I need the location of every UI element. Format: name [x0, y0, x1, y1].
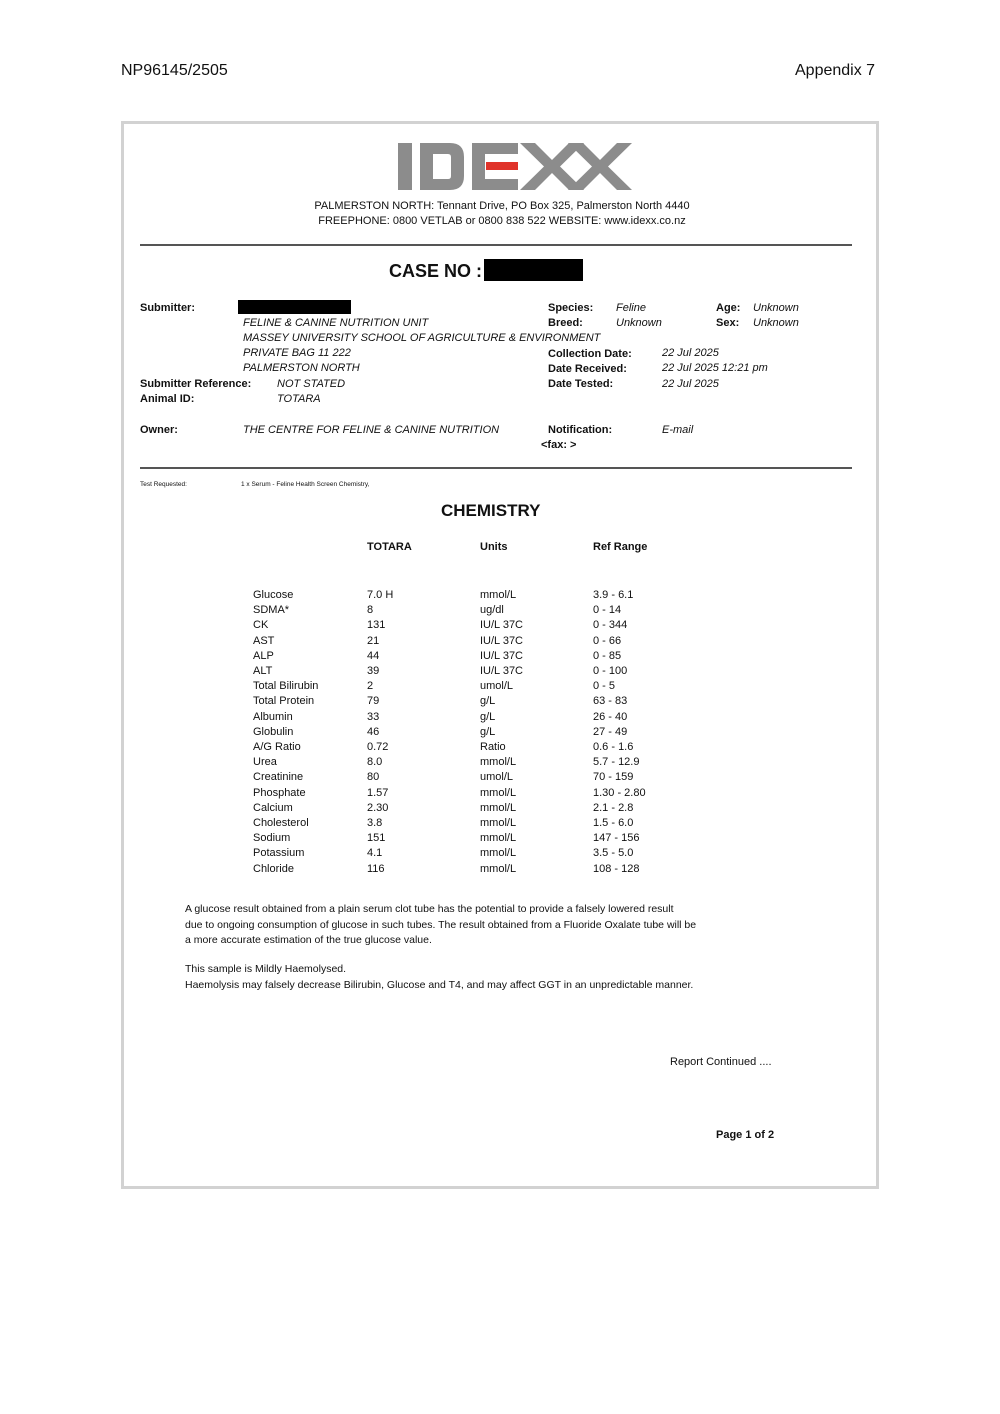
- unit-value: mmol/L: [480, 847, 517, 860]
- ref-range-value: 3.9 - 6.1: [593, 589, 634, 601]
- analyte-name: Potassium: [253, 847, 305, 860]
- idexx-logo-graphic: [398, 143, 632, 190]
- submitter-label: Submitter:: [140, 302, 195, 314]
- note-line: This sample is Mildly Haemolysed.: [185, 963, 347, 975]
- note-line: Haemolysis may falsely decrease Bilirubin, Glucose and T4, and may affect GGT in an unpredictable manner.: [185, 978, 694, 991]
- date-tested-value: 22 Jul 2025: [662, 378, 719, 390]
- result-value: 3.8: [367, 817, 383, 830]
- analyte-name: Calcium: [253, 801, 293, 814]
- analyte-name: Albumin: [253, 710, 293, 723]
- ref-range-value: 0 - 344: [593, 619, 628, 632]
- case-number-label: CASE NO :: [389, 261, 483, 281]
- note-line: A glucose result obtained from a plain serum clot tube has the potential to provide a falsely lowered result: [185, 903, 674, 915]
- analyte-name: Chloride: [253, 862, 294, 875]
- submitter-line: PALMERSTON NORTH: [243, 362, 360, 374]
- result-value: 131: [367, 619, 386, 632]
- submitter-reference-label: Submitter Reference:: [140, 378, 252, 390]
- result-value: 44: [367, 649, 380, 662]
- unit-value: g/L: [480, 710, 496, 723]
- unit-value: mmol/L: [480, 756, 517, 769]
- result-value: 80: [367, 771, 380, 784]
- analyte-name: CK: [253, 619, 269, 632]
- unit-value: Ratio: [480, 741, 506, 754]
- page-value: 1 of 2: [745, 1129, 775, 1141]
- ref-range-value: 3.5 - 5.0: [593, 847, 634, 860]
- header-divider: [140, 244, 852, 246]
- analyte-name: ALT: [253, 665, 273, 678]
- test-requested-label: Test Requested:: [140, 481, 187, 488]
- sex-label: Sex:: [716, 317, 740, 329]
- unit-value: g/L: [480, 695, 496, 708]
- note-line: due to ongoing consumption of glucose in such tubes. The result obtained from a Fluoride Oxalate tube will be: [185, 918, 697, 931]
- result-value: 151: [367, 832, 386, 845]
- animal-id-label: Animal ID:: [140, 393, 195, 405]
- analyte-name: Urea: [253, 756, 277, 769]
- breed-label: Breed:: [548, 317, 583, 329]
- owner-value: THE CENTRE FOR FELINE & CANINE NUTRITION: [243, 424, 500, 436]
- document-reference: NP96145/2505: [121, 62, 228, 79]
- column-header-ref-range: Ref Range: [593, 541, 648, 553]
- ref-range-column: [593, 588, 646, 877]
- collection-date-value: 22 Jul 2025: [662, 347, 719, 359]
- submitter-reference-value: NOT STATED: [277, 378, 346, 390]
- submitter-line: FELINE & CANINE NUTRITION UNIT: [243, 317, 429, 329]
- glucose-note: [185, 902, 765, 949]
- ref-range-value: 1.30 - 2.80: [593, 786, 646, 799]
- result-value: 8.0: [367, 756, 383, 769]
- analyte-name: AST: [253, 634, 275, 647]
- ref-range-value: 147 - 156: [593, 832, 640, 845]
- redacted-submitter-name: [238, 300, 351, 314]
- lab-contact: FREEPHONE: 0800 VETLAB or 0800 838 522 WEBSITE: www.idexx.co.nz: [318, 215, 686, 227]
- lab-address: PALMERSTON NORTH: Tennant Drive, PO Box 325, Palmerston North 4440: [314, 200, 690, 212]
- result-value: 8: [367, 604, 374, 617]
- details-divider: [140, 467, 852, 469]
- unit-value: mmol/L: [480, 786, 517, 799]
- units-column: [480, 588, 523, 877]
- ref-range-value: 0 - 100: [593, 665, 628, 678]
- analyte-name: Total Protein: [253, 695, 315, 708]
- result-value: 4.1: [367, 847, 383, 860]
- unit-value: mmol/L: [480, 801, 517, 814]
- unit-value: IU/L 37C: [480, 649, 524, 662]
- ref-range-value: 0 - 5: [593, 680, 616, 693]
- appendix-label: Appendix 7: [795, 62, 876, 79]
- ref-range-value: 0 - 85: [593, 649, 622, 662]
- collection-date-label: Collection Date:: [548, 348, 632, 360]
- result-value: 7.0 H: [367, 589, 394, 601]
- ref-range-value: 27 - 49: [593, 725, 628, 738]
- analyte-name: ALP: [253, 649, 274, 662]
- species-label: Species:: [548, 302, 594, 314]
- page-number: [716, 1129, 774, 1141]
- analyte-name: Phosphate: [253, 786, 306, 799]
- unit-value: mmol/L: [480, 589, 517, 601]
- ref-range-value: 70 - 159: [593, 771, 634, 784]
- unit-value: umol/L: [480, 680, 514, 693]
- fax-label: <fax: >: [541, 439, 577, 451]
- analyte-name: Creatinine: [253, 771, 304, 784]
- section-title: CHEMISTRY: [441, 501, 541, 520]
- submitter-line: PRIVATE BAG 11 222: [243, 347, 351, 359]
- ref-range-value: 0 - 66: [593, 634, 622, 647]
- unit-value: ug/dl: [480, 604, 504, 617]
- unit-value: IU/L 37C: [480, 665, 524, 678]
- result-value: 39: [367, 665, 380, 678]
- unit-value: mmol/L: [480, 817, 517, 830]
- ref-range-value: 2.1 - 2.8: [593, 801, 634, 814]
- animal-id-value: TOTARA: [277, 393, 321, 405]
- unit-value: mmol/L: [480, 862, 517, 875]
- result-value: 0.72: [367, 741, 389, 754]
- analyte-name: Sodium: [253, 832, 291, 845]
- ref-range-value: 0 - 14: [593, 604, 622, 617]
- result-value: 2: [367, 680, 374, 693]
- report-continued: Report Continued ....: [670, 1056, 772, 1068]
- result-value: 79: [367, 695, 380, 708]
- analyte-name: A/G Ratio: [253, 741, 301, 754]
- analyte-column: [253, 588, 318, 877]
- analyte-name: Glucose: [253, 589, 294, 601]
- date-tested-label: Date Tested:: [548, 378, 614, 390]
- unit-value: mmol/L: [480, 832, 517, 845]
- sex-value: Unknown: [753, 317, 799, 329]
- result-value: 33: [367, 710, 380, 723]
- ref-range-value: 63 - 83: [593, 695, 628, 708]
- result-column: [367, 588, 393, 877]
- ref-range-value: 5.7 - 12.9: [593, 756, 640, 769]
- result-value: 1.57: [367, 786, 389, 799]
- column-header-result: TOTARA: [367, 541, 412, 553]
- idexx-logo: [398, 143, 632, 190]
- notification-value: E-mail: [662, 424, 694, 436]
- date-received-value: 22 Jul 2025 12:21 pm: [662, 362, 768, 374]
- breed-value: Unknown: [616, 317, 662, 329]
- owner-label: Owner:: [140, 424, 178, 436]
- result-value: 116: [367, 862, 385, 875]
- analyte-name: Globulin: [253, 725, 294, 738]
- note-line: a more accurate estimation of the true glucose value.: [185, 934, 432, 946]
- result-value: 21: [367, 634, 380, 647]
- column-header-units: Units: [480, 541, 508, 553]
- unit-value: g/L: [480, 725, 496, 738]
- unit-value: IU/L 37C: [480, 619, 524, 632]
- ref-range-value: 0.6 - 1.6: [593, 741, 634, 754]
- page-label: Page: [716, 1129, 743, 1141]
- analyte-name: Total Bilirubin: [253, 680, 319, 693]
- ref-range-value: 108 - 128: [593, 862, 640, 875]
- submitter-line: MASSEY UNIVERSITY SCHOOL OF AGRICULTURE & ENVIRONMENT: [243, 332, 601, 344]
- result-value: 46: [367, 725, 380, 738]
- result-value: 2.30: [367, 801, 389, 814]
- analyte-name: SDMA*: [253, 604, 290, 617]
- age-label: Age:: [716, 302, 741, 314]
- analyte-name: Cholesterol: [253, 817, 309, 830]
- date-received-label: Date Received:: [548, 363, 627, 375]
- redacted-case-number: [484, 259, 583, 281]
- species-value: Feline: [616, 302, 646, 314]
- age-value: Unknown: [753, 302, 799, 314]
- unit-value: umol/L: [480, 771, 514, 784]
- ref-range-value: 26 - 40: [593, 710, 628, 723]
- test-requested-value: 1 x Serum - Feline Health Screen Chemistry,: [241, 481, 370, 488]
- ref-range-value: 1.5 - 6.0: [593, 817, 634, 830]
- haemolysis-note: [185, 962, 765, 993]
- notification-label: Notification:: [548, 424, 613, 436]
- unit-value: IU/L 37C: [480, 634, 524, 647]
